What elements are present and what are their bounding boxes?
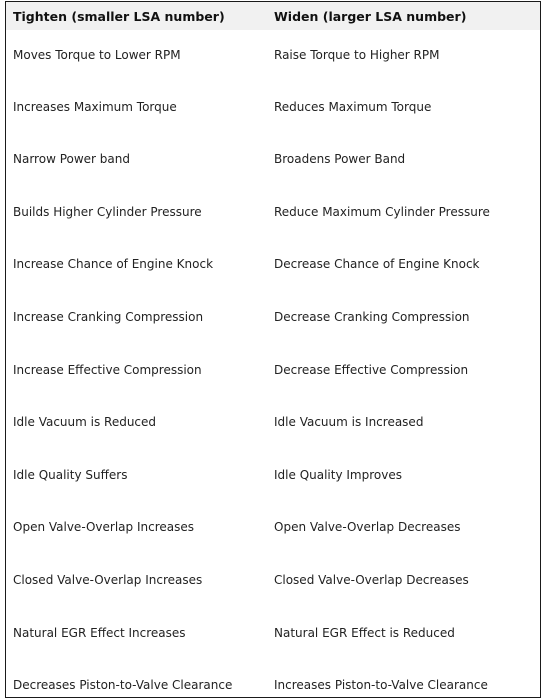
tighten-cell (6, 556, 267, 609)
header-widen: Widen (larger LSA number) (274, 8, 467, 24)
widen-cell (267, 240, 540, 293)
tighten-cell (6, 661, 267, 698)
widen-cell (267, 503, 540, 556)
tighten-text: Closed Valve-Overlap Increases (13, 572, 203, 587)
table-row (6, 503, 540, 556)
tighten-cell (6, 451, 267, 504)
table-header (6, 2, 540, 30)
table-body (6, 30, 540, 698)
widen-text: Increases Piston-to-Valve Clearance (274, 678, 488, 693)
tighten-text: Increase Effective Compression (13, 362, 202, 377)
widen-cell (267, 556, 540, 609)
table-row (6, 188, 540, 241)
widen-cell (267, 609, 540, 662)
widen-text: Open Valve-Overlap Decreases (274, 520, 461, 535)
tighten-text: Idle Vacuum is Reduced (13, 415, 157, 430)
tighten-text: Idle Quality Suffers (13, 467, 128, 482)
table-row (6, 240, 540, 293)
table-row (6, 83, 540, 136)
table-row (6, 398, 540, 451)
tighten-cell (6, 188, 267, 241)
table-row (6, 556, 540, 609)
tighten-cell (6, 398, 267, 451)
table-row (6, 346, 540, 399)
table-row (6, 135, 540, 188)
tighten-cell (6, 293, 267, 346)
tighten-text: Moves Torque to Lower RPM (13, 48, 181, 62)
tighten-cell (6, 346, 267, 399)
widen-text: Decrease Effective Compression (274, 362, 469, 377)
widen-text: Broadens Power Band (274, 152, 406, 167)
tighten-text: Increase Cranking Compression (13, 309, 204, 324)
widen-cell (267, 83, 540, 136)
widen-cell (267, 451, 540, 504)
lsa-comparison-table (6, 2, 540, 698)
table-row (6, 451, 540, 504)
widen-text: Idle Vacuum is Increased (274, 415, 424, 430)
widen-cell (267, 30, 540, 83)
header-row (6, 2, 540, 30)
tighten-text: Open Valve-Overlap Increases (13, 520, 194, 535)
widen-cell (267, 661, 540, 698)
widen-cell (267, 346, 540, 399)
widen-cell (267, 188, 540, 241)
tighten-text: Natural EGR Effect Increases (13, 625, 186, 640)
widen-cell (267, 293, 540, 346)
tighten-cell (6, 503, 267, 556)
table-row (6, 293, 540, 346)
widen-text: Closed Valve-Overlap Decreases (274, 572, 469, 587)
widen-text: Natural EGR Effect is Reduced (274, 625, 455, 640)
tighten-cell (6, 30, 267, 83)
tighten-cell (6, 240, 267, 293)
tighten-cell (6, 135, 267, 188)
lsa-comparison-table-frame (5, 1, 541, 698)
tighten-cell (6, 83, 267, 136)
table-row (6, 609, 540, 662)
widen-text: Reduce Maximum Cylinder Pressure (274, 204, 490, 219)
widen-cell (267, 135, 540, 188)
tighten-cell (6, 609, 267, 662)
tighten-text: Increase Chance of Engine Knock (13, 257, 214, 272)
tighten-text: Builds Higher Cylinder Pressure (13, 204, 202, 219)
tighten-text: Increases Maximum Torque (13, 99, 177, 114)
widen-text: Decrease Cranking Compression (274, 309, 470, 324)
tighten-text: Decreases Piston-to-Valve Clearance (13, 678, 233, 693)
widen-text: Decrease Chance of Engine Knock (274, 257, 480, 272)
table-row (6, 30, 540, 83)
widen-text: Idle Quality Improves (274, 467, 402, 482)
tighten-text: Narrow Power band (13, 152, 130, 167)
widen-cell (267, 398, 540, 451)
header-tighten: Tighten (smaller LSA number) (13, 8, 225, 24)
table-row (6, 661, 540, 698)
widen-text: Reduces Maximum Torque (274, 99, 432, 114)
widen-text: Raise Torque to Higher RPM (274, 48, 440, 62)
